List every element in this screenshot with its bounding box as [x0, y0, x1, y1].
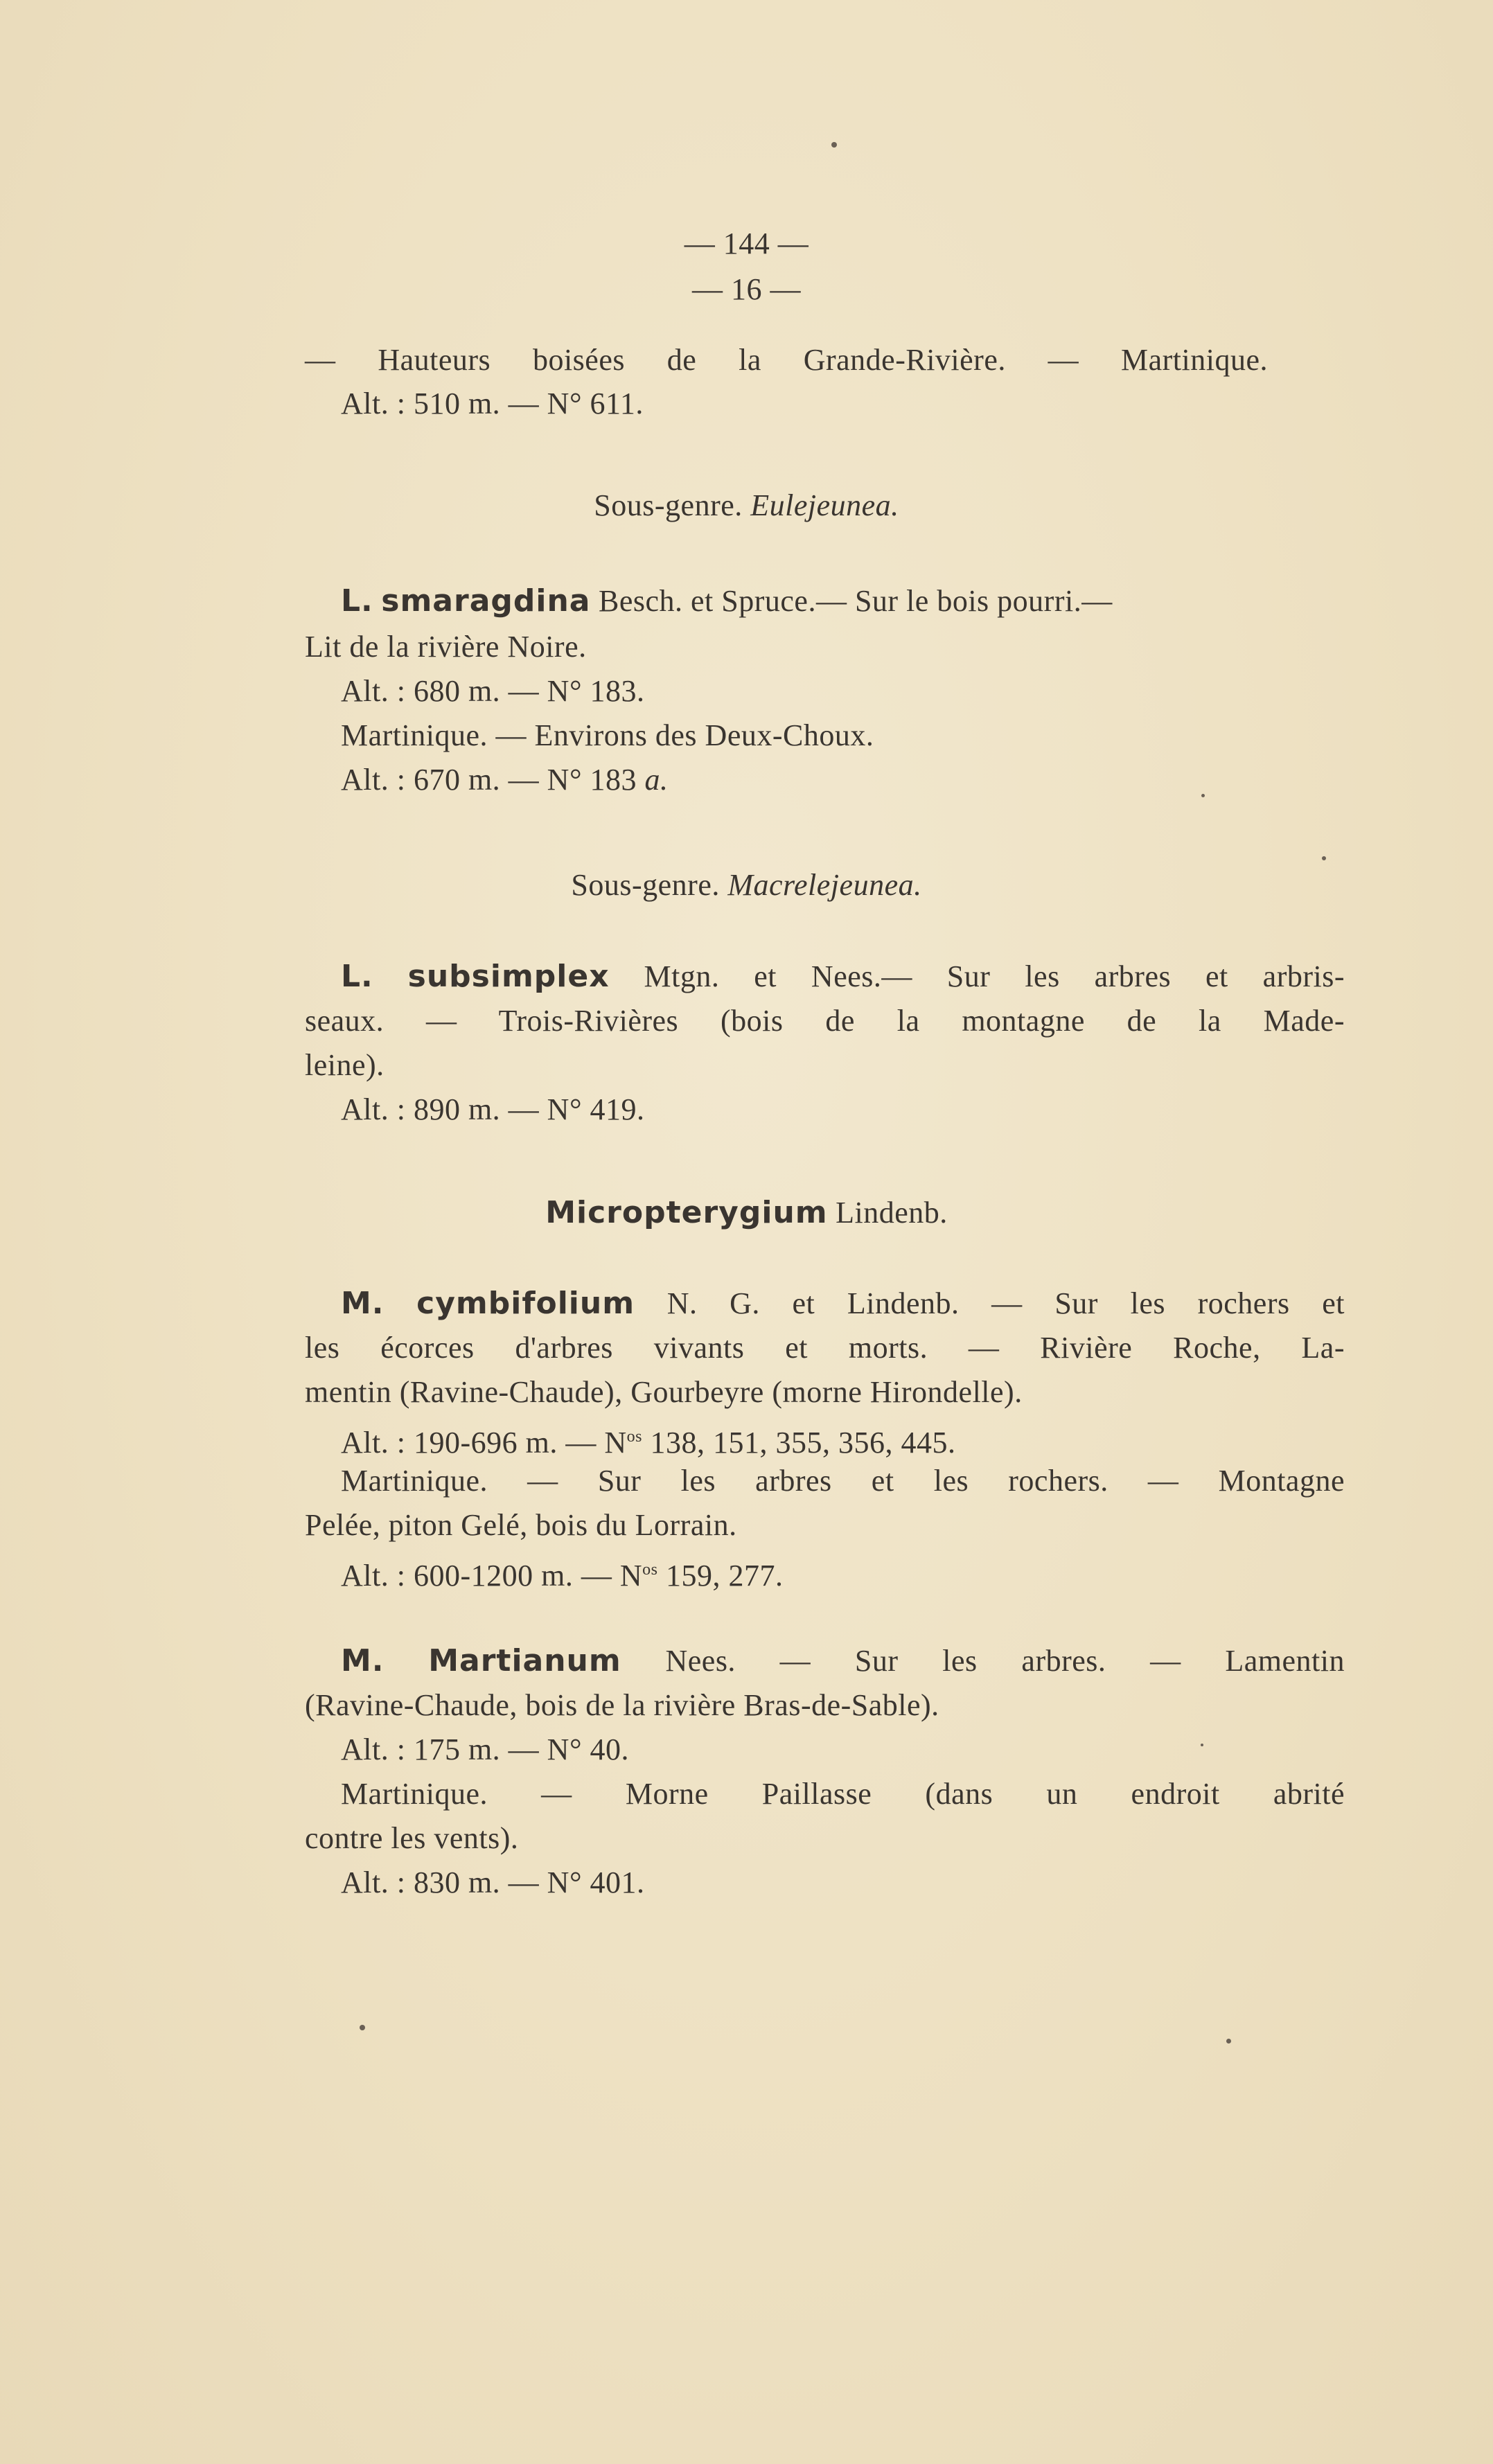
- text-line: les écorces d'arbres vivants et morts. — Rivière Roche, La-: [305, 1331, 1345, 1365]
- species-entry-heading: L. subsimplex Mtgn. et Nees.— Sur les arbres et arbris-: [341, 959, 1345, 994]
- text-line: leine).: [305, 1048, 385, 1082]
- species-entry-heading: L. smaragdina Besch. et Spruce.— Sur le bois pourri.—: [341, 583, 1113, 619]
- species-name: cymbifolium: [416, 1286, 635, 1321]
- text-line: (Ravine-Chaude, bois de la rivière Bras-de-Sable).: [305, 1688, 939, 1722]
- genus-abbrev: L.: [341, 959, 373, 994]
- text-line: Martinique. — Sur les arbres et les rochers. — Montagne: [341, 1464, 1345, 1498]
- paper-speck: [831, 142, 837, 148]
- paper-speck: [360, 2025, 365, 2030]
- paper-speck: [1226, 2039, 1231, 2044]
- genus-heading: Micropterygium Lindenb.: [545, 1195, 948, 1230]
- species-name: smaragdina: [381, 583, 591, 619]
- genus-abbrev: L.: [341, 583, 373, 619]
- paper-speck: [1201, 794, 1205, 797]
- species-entry-heading: M. cymbifolium N. G. et Lindenb. — Sur les rochers et: [341, 1286, 1345, 1321]
- subgenre-heading: Sous-genre. Macrelejeunea.: [571, 868, 922, 902]
- text-line: Pelée, piton Gelé, bois du Lorrain.: [305, 1508, 737, 1542]
- text-line: contre les vents).: [305, 1821, 519, 1855]
- text-line: Alt. : 670 m. — N° 183 a.: [341, 763, 669, 797]
- page-number-secondary: — 16 —: [692, 272, 801, 306]
- subgenre-heading: Sous-genre. Eulejeunea.: [594, 488, 899, 522]
- species-entry-heading: M. Martianum Nees. — Sur les arbres. — Lamentin: [341, 1643, 1345, 1678]
- genus-abbrev: M.: [341, 1643, 385, 1678]
- text-line: Martinique. — Environs des Deux-Choux.: [341, 718, 874, 752]
- species-name: Martianum: [428, 1643, 621, 1678]
- paper-speck: [1322, 856, 1326, 860]
- text-line: — Hauteurs boisées de la Grande-Rivière. — Martinique.: [305, 343, 1268, 377]
- text-line: Alt. : 830 m. — N° 401.: [341, 1865, 645, 1899]
- genus-abbrev: M.: [341, 1286, 385, 1321]
- text-line: Alt. : 890 m. — N° 419.: [341, 1092, 645, 1126]
- page-number-primary: — 144 —: [684, 227, 809, 260]
- text-line: Alt. : 510 m. — N° 611.: [341, 387, 644, 420]
- text-line: Alt. : 190-696 m. — $N^{os}$ 138, 151, 355, 356, 445.: [341, 1426, 956, 1460]
- text-line: Alt. : 175 m. — N° 40.: [341, 1732, 630, 1766]
- paper-speck: [1201, 1744, 1203, 1746]
- text-line: Martinique. — Morne Paillasse (dans un endroit abrité: [341, 1777, 1345, 1811]
- species-name: subsimplex: [407, 959, 610, 994]
- text-line: mentin (Ravine-Chaude), Gourbeyre (morne Hirondelle).: [305, 1375, 1023, 1409]
- text-line: Alt. : 600-1200 m. — $N^{os}$ 159, 277.: [341, 1559, 784, 1593]
- text-line: Alt. : 680 m. — N° 183.: [341, 674, 645, 708]
- text-line: Lit de la rivière Noire.: [305, 630, 587, 664]
- text-line: seaux. — Trois-Rivières (bois de la montagne de la Made-: [305, 1004, 1345, 1038]
